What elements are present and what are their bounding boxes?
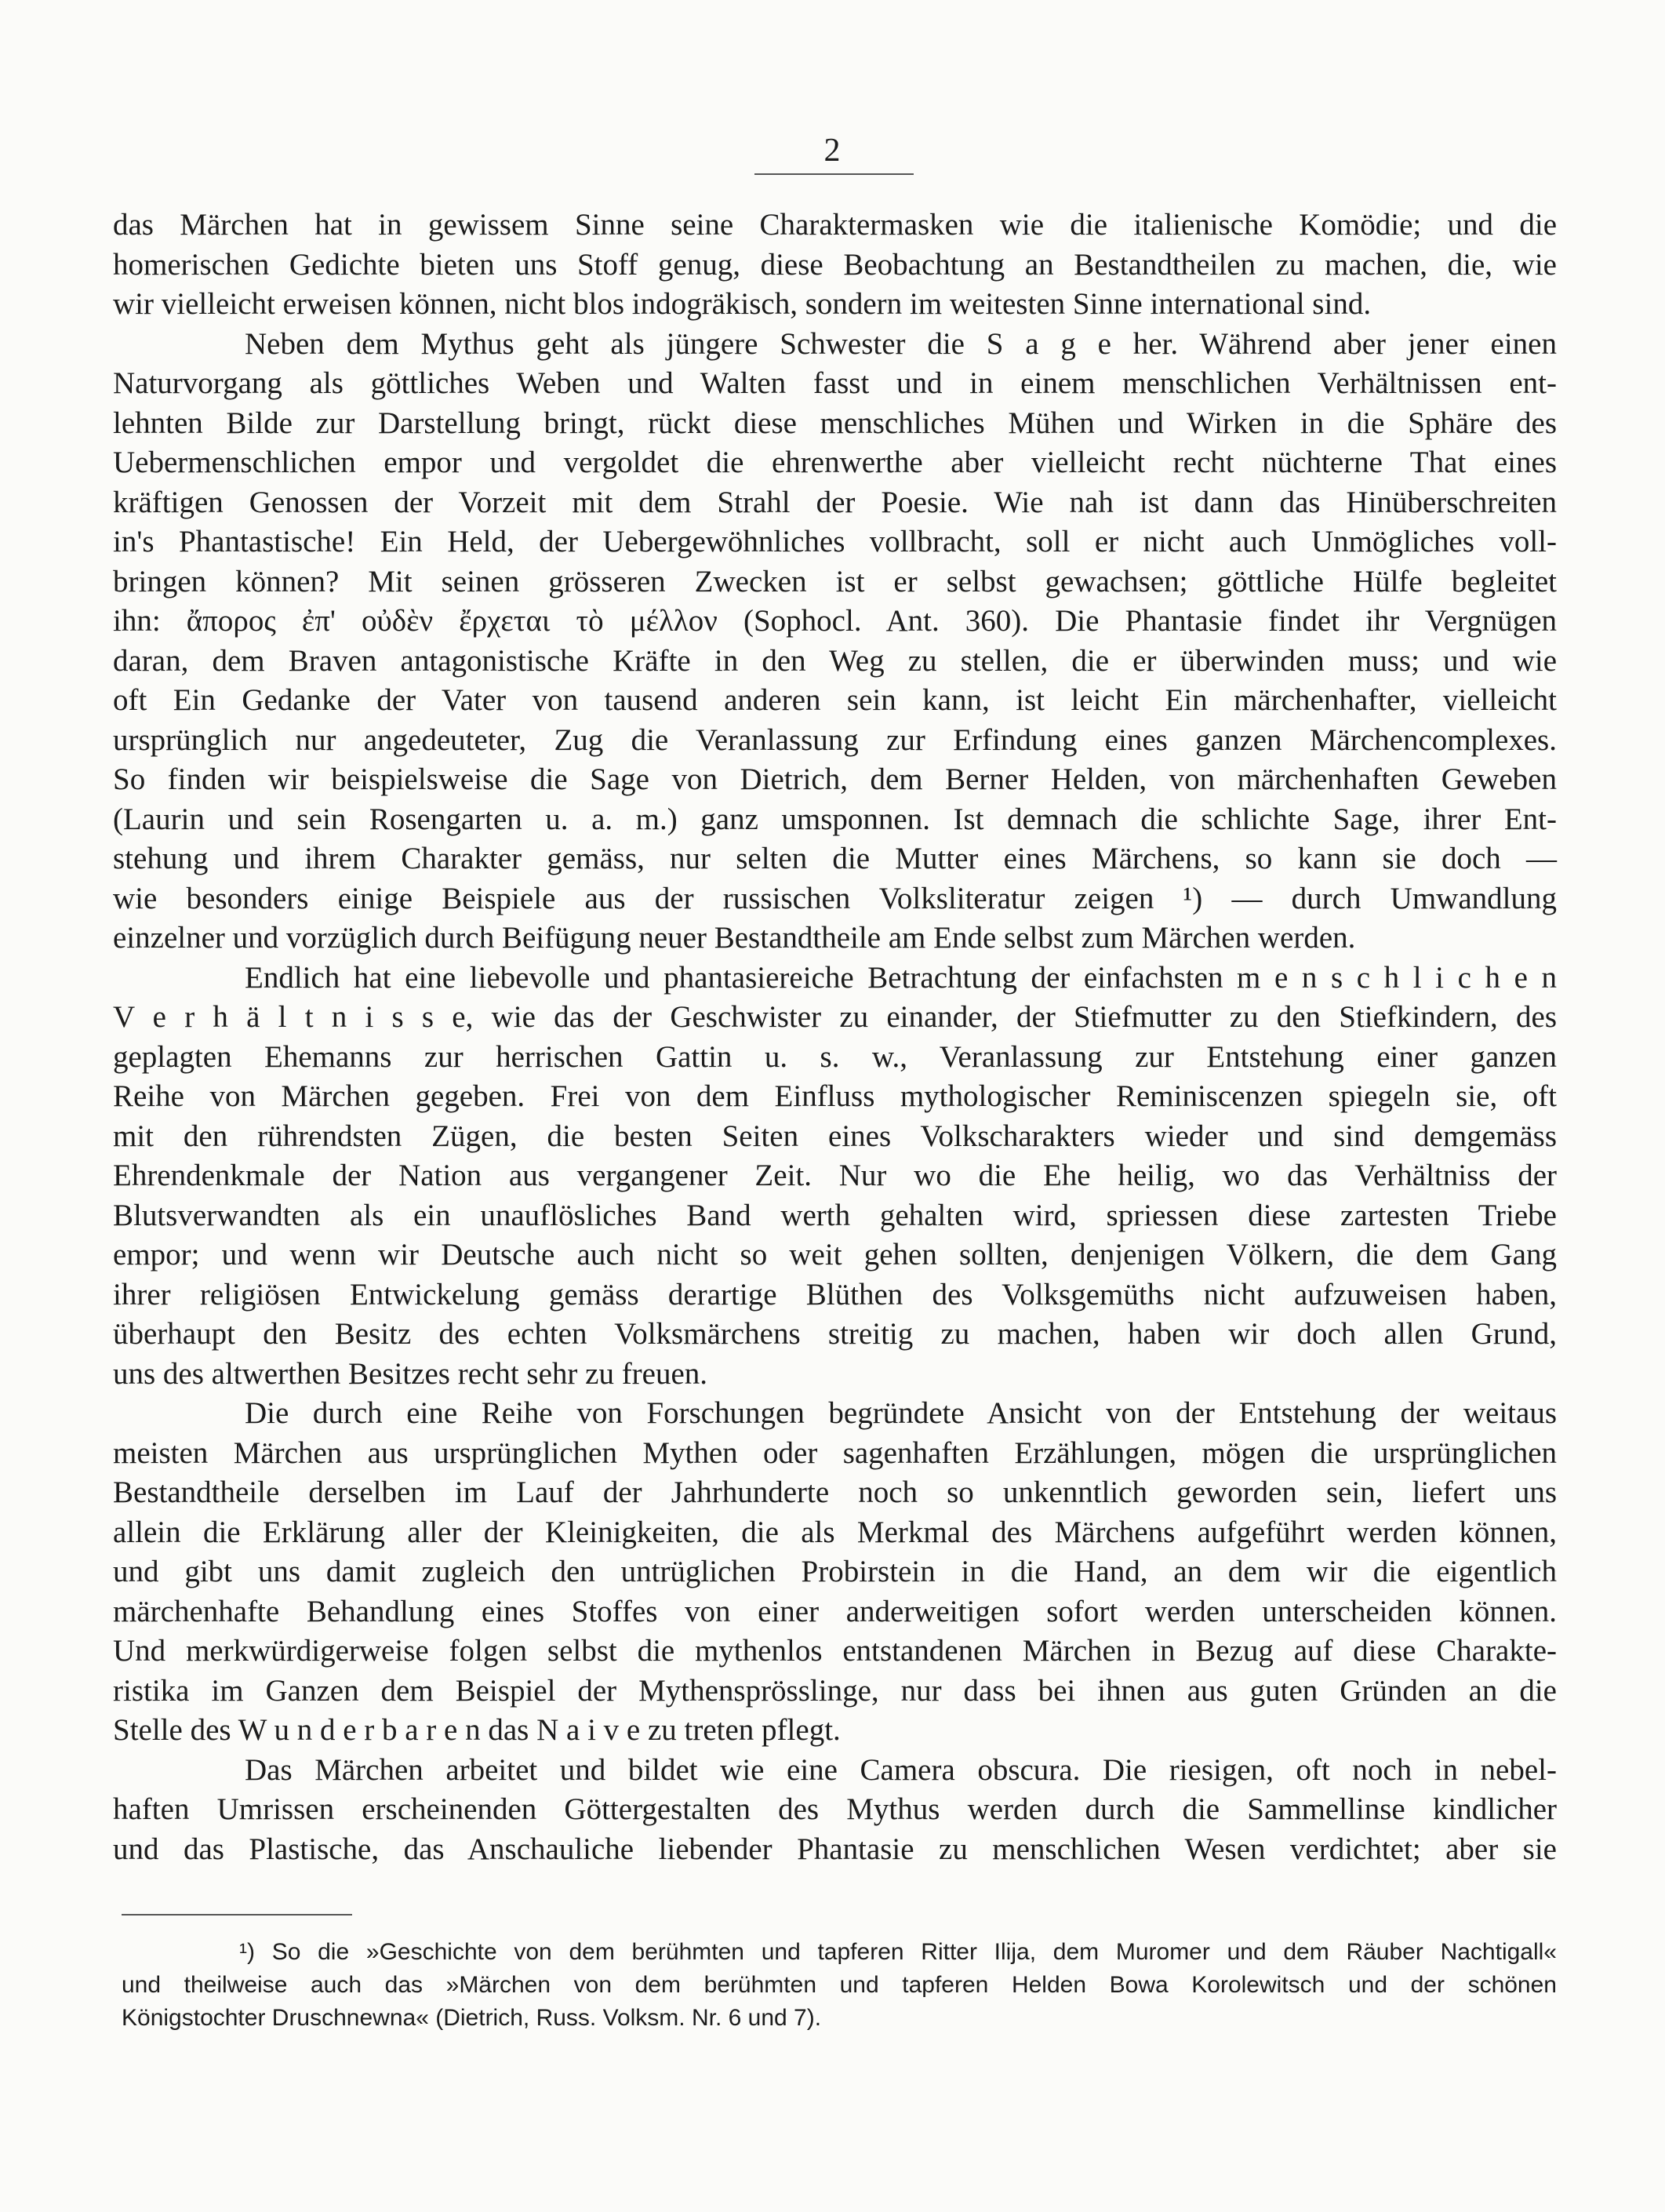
text-line: uns des altwerthen Besitzes recht sehr zu freuen. bbox=[113, 1356, 708, 1391]
text-line: V e r h ä l t n i s s e, wie das der Geschwister zu einander, der Stiefmutter zu den Stiefkindern, des bbox=[113, 1000, 1557, 1034]
text-line: wie besonders einige Beispiele aus der russischen Volksliteratur zeigen ¹) — durch Umwandlung bbox=[113, 881, 1557, 915]
text-line: homerischen Gedichte bieten uns Stoff genug, diese Beobachtung an Bestandtheilen zu machen, die, wie bbox=[113, 247, 1557, 282]
body-text bbox=[113, 206, 1557, 1869]
text-line: Ehrendenkmale der Nation aus vergangener Zeit. Nur wo die Ehe heilig, wo das Verhältniss der bbox=[113, 1159, 1557, 1192]
page-number-rule bbox=[754, 173, 914, 175]
text-line: Bestandtheile derselben im Lauf der Jahrhunderte noch so unkenntlich geworden sein, liefert uns bbox=[113, 1475, 1557, 1509]
text-line: Uebermenschlichen empor und vergoldet die ehrenwerthe aber vielleicht recht nüchterne That eines bbox=[113, 446, 1557, 479]
text-line: Neben dem Mythus geht als jüngere Schwester die S a g e her. Während aber jener einen bbox=[245, 326, 1557, 361]
text-line: einzelner und vorzüglich durch Beifügung neuer Bestandtheile am Ende selbst zum Märchen werden. bbox=[113, 921, 1356, 955]
text-line: stehung und ihrem Charakter gemäss, nur selten die Mutter eines Märchens, so kann sie doch — bbox=[113, 842, 1557, 875]
text-line: Naturvorgang als göttliches Weben und Walten fasst und in einem menschlichen Verhältnissen ent- bbox=[113, 366, 1557, 400]
text-line: empor; und wenn wir Deutsche auch nicht so weit gehen sollten, denjenigen Völkern, die dem Gang bbox=[113, 1238, 1557, 1272]
text-line: ursprünglich nur angedeuteter, Zug die Veranlassung zur Erfindung eines ganzen Märchencomplexes. bbox=[113, 722, 1557, 757]
footnote-rule bbox=[122, 1914, 352, 1915]
text-line: bringen können? Mit seinen grösseren Zwecken ist er selbst gewachsen; göttliche Hülfe begleitet bbox=[113, 564, 1557, 598]
text-line: So finden wir beispielsweise die Sage von Dietrich, dem Berner Helden, von märchenhaften Geweben bbox=[113, 762, 1557, 796]
text-line: haften Umrissen erscheinenden Göttergestalten des Mythus werden durch die Sammellinse kindlicher bbox=[113, 1792, 1557, 1826]
text-line: ihn: ἄπορος ἐπ' οὐδὲν ἔρχεται τὸ μέλλον (Sophocl. Ant. 360). Die Phantasie findet ihr Vergnügen bbox=[113, 604, 1557, 638]
text-line: und gibt uns damit zugleich den untrüglichen Probirstein in die Hand, an dem wir die eigentlich bbox=[113, 1555, 1557, 1588]
text-line: lehnten Bilde zur Darstellung bringt, rückt diese menschliches Mühen und Wirken in die Sphäre des bbox=[113, 406, 1557, 440]
text-line: Reihe von Märchen gegeben. Frei von dem Einfluss mythologischer Reminiscenzen spiegeln sie, oft bbox=[113, 1079, 1557, 1113]
text-line: daran, dem Braven antagonistische Kräfte in den Weg zu stellen, die er überwinden muss; und wie bbox=[113, 643, 1557, 678]
text-line: ristika im Ganzen dem Beispiel der Mythensprösslinge, nur dass bei ihnen aus guten Gründen an die bbox=[113, 1673, 1557, 1708]
text-line: allein die Erklärung aller der Kleinigkeiten, die als Merkmal des Märchens aufgeführt werden können, bbox=[113, 1515, 1557, 1549]
text-line: Die durch eine Reihe von Forschungen begründete Ansicht von der Entstehung der weitaus bbox=[245, 1396, 1557, 1430]
text-line: und das Plastische, das Anschauliche liebender Phantasie zu menschlichen Wesen verdichtet; aber sie bbox=[113, 1832, 1557, 1866]
text-line: oft Ein Gedanke der Vater von tausend anderen sein kann, ist leicht Ein märchenhafter, vielleicht bbox=[113, 683, 1557, 717]
text-line: märchenhafte Behandlung eines Stoffes von einer anderweitigen sofort werden unterscheiden können. bbox=[113, 1594, 1557, 1628]
text-line: Endlich hat eine liebevolle und phantasiereiche Betrachtung der einfachsten m e n s c h l i c h e n bbox=[245, 960, 1557, 995]
text-line: ihrer religiösen Entwickelung gemäss derartige Blüthen des Volksgemüths nicht aufzuweisen haben, bbox=[113, 1277, 1557, 1312]
text-line: meisten Märchen aus ursprünglichen Mythen oder sagenhaften Erzählungen, mögen die ursprünglichen bbox=[113, 1435, 1557, 1470]
text-line: wir vielleicht erweisen können, nicht blos indogräkisch, sondern im weitesten Sinne international sind. bbox=[113, 287, 1372, 321]
text-line: Blutsverwandten als ein unauflösliches Band werth gehalten wird, spriessen diese zartesten Triebe bbox=[113, 1198, 1557, 1232]
footnote-line: Königstochter Druschnewna« (Dietrich, Russ. Volksm. Nr. 6 und 7). bbox=[122, 2005, 822, 2031]
text-line: Das Märchen arbeitet und bildet wie eine Camera obscura. Die riesigen, oft noch in nebel- bbox=[245, 1752, 1557, 1787]
text-line: Stelle des W u n d e r b a r e n das N a i v e zu treten pflegt. bbox=[113, 1713, 841, 1747]
footnotes bbox=[122, 1936, 1557, 2035]
text-line: geplagten Ehemanns zur herrischen Gattin u. s. w., Veranlassung zur Entstehung einer ganzen bbox=[113, 1039, 1557, 1074]
text-line: kräftigen Genossen der Vorzeit mit dem Strahl der Poesie. Wie nah ist dann das Hinüberschreiten bbox=[113, 485, 1557, 519]
footnote-line: ¹) So die »Geschichte von dem berühmten und tapferen Ritter Ilija, dem Muromer und dem Räuber Nachtigall« bbox=[239, 1939, 1557, 1965]
text-line: in's Phantastische! Ein Held, der Uebergewöhnliches vollbracht, soll er nicht auch Unmögliches voll- bbox=[113, 525, 1557, 558]
text-line: das Märchen hat in gewissem Sinne seine Charaktermasken wie die italienische Komödie; und die bbox=[113, 208, 1557, 242]
page-number: 2 bbox=[823, 133, 842, 169]
text-line: überhaupt den Besitz des echten Volksmärchens streitig zu machen, haben wir doch allen Grund, bbox=[113, 1317, 1557, 1351]
text-line: Und merkwürdigerweise folgen selbst die mythenlos entstandenen Märchen in Bezug auf diese Charakte- bbox=[113, 1634, 1557, 1668]
text-line: (Laurin und sein Rosengarten u. a. m.) ganz umsponnen. Ist demnach die schlichte Sage, ihrer Ent- bbox=[113, 802, 1557, 836]
footnote-line: und theilweise auch das »Märchen von dem berühmten und tapferen Helden Bowa Korolewitsch und der schönen bbox=[122, 1972, 1557, 1998]
text-line: mit den rührendsten Zügen, die besten Seiten eines Volkscharakters wieder und sind demgemäss bbox=[113, 1119, 1557, 1153]
